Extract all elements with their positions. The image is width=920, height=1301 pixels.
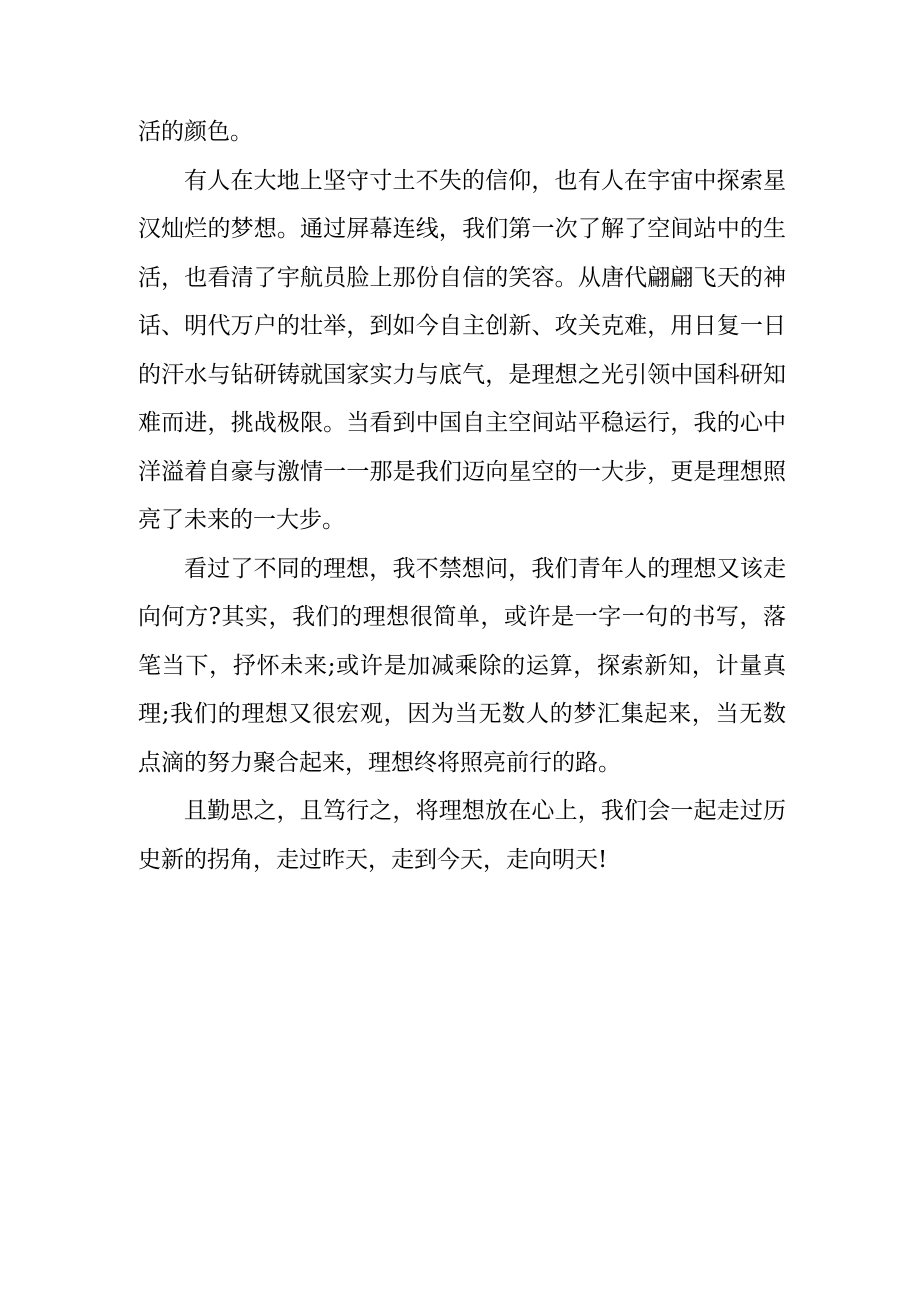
text-line: 话、明代万户的壮举，到如今自主创新、攻关克难，用日复一日 xyxy=(138,313,786,339)
text-line: 点滴的努力聚合起来，理想终将照亮前行的路。 xyxy=(138,749,621,776)
paragraph xyxy=(138,157,786,545)
text-line: 洋溢着自豪与激情一一那是我们迈向星空的一大步，更是理想照 xyxy=(138,458,786,485)
text-line: 且勤思之，且笃行之，将理想放在心上，我们会一起走过历 xyxy=(184,798,786,824)
text-line: 看过了不同的理想，我不禁想问，我们青年人的理想又该走 xyxy=(184,555,786,582)
text-line: 理;我们的理想又很宏观，因为当无数人的梦汇集起来，当无数 xyxy=(138,701,786,727)
text-line: 有人在大地上坚守寸土不失的信仰，也有人在宇宙中探索星 xyxy=(184,167,786,194)
text-line: 向何方?其实，我们的理想很简单，或许是一字一句的书写，落 xyxy=(138,604,786,630)
text-line: 难而进，挑战极限。当看到中国自主空间站平稳运行，我的心中 xyxy=(138,410,786,436)
text-line: 活的颜色。 xyxy=(138,119,253,145)
text-line: 史新的拐角，走过昨天，走到今天，走向明天! xyxy=(138,846,608,873)
paragraph xyxy=(138,787,786,884)
text-line: 亮了未来的一大步。 xyxy=(138,507,345,533)
text-line: 活，也看清了宇航员脸上那份自信的笑容。从唐代翩翩飞天的神 xyxy=(138,264,786,291)
paragraph xyxy=(138,545,786,788)
paragraph xyxy=(138,108,786,157)
document-body xyxy=(138,108,786,884)
text-line: 笔当下，抒怀未来;或许是加减乘除的运算，探索新知，计量真 xyxy=(138,652,786,679)
text-line: 汉灿烂的梦想。通过屏幕连线，我们第一次了解了空间站中的生 xyxy=(138,216,786,242)
text-line: 的汗水与钻研铸就国家实力与底气，是理想之光引领中国科研知 xyxy=(138,361,786,388)
